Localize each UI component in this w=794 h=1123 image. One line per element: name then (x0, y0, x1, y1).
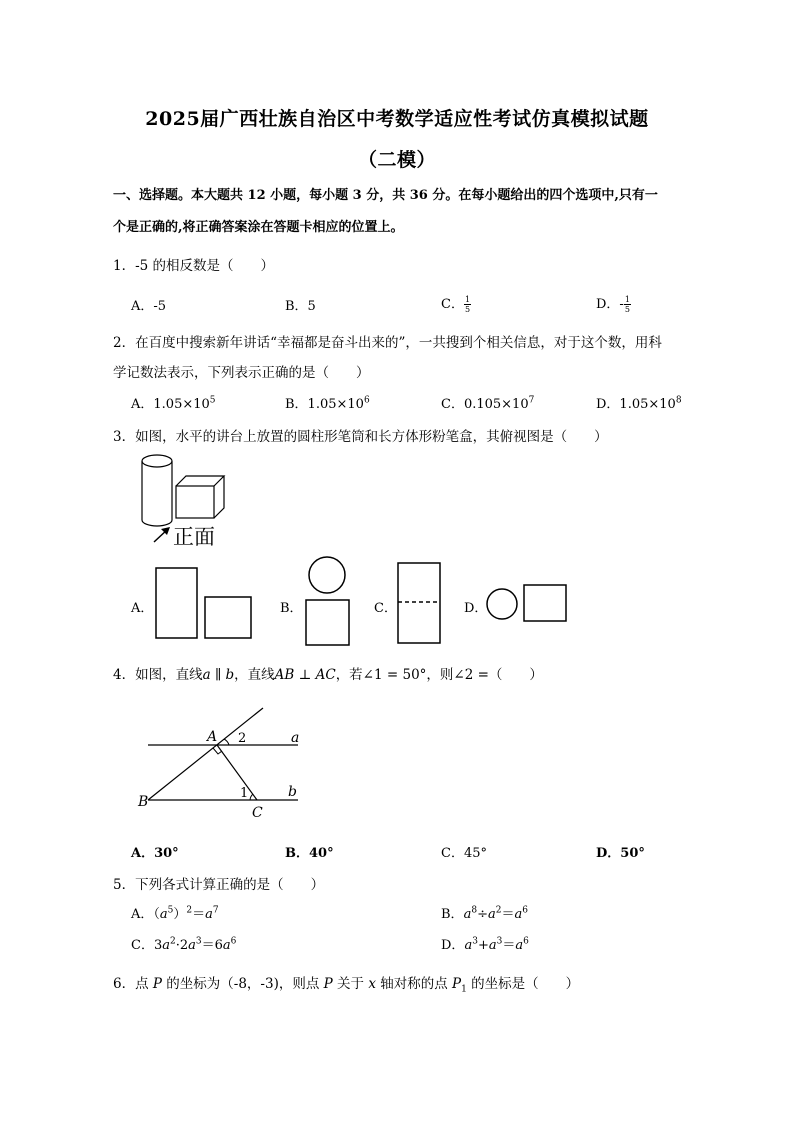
q5-c-t1: a (162, 938, 170, 953)
q1-option-c (441, 293, 471, 314)
point-b-label: B (138, 794, 149, 810)
line-a-label: a (291, 730, 300, 746)
angle-1-label: 1 (240, 786, 249, 801)
q4-perp: ⊥ (294, 667, 316, 683)
q4-var-a: a (202, 667, 211, 683)
section-header-line2: 个是正确的,将正确答案涂在答题卡相应的位置上。 (113, 220, 404, 235)
q5-c-op: ·2 (175, 938, 189, 953)
q6-pre: 6．点 (113, 976, 153, 992)
q2-c-exponent: 7 (528, 395, 535, 406)
q3-option-a-label: A． (131, 601, 154, 616)
q5-a-base: a (159, 907, 168, 922)
q5-c-res-exp: 6 (230, 936, 237, 947)
q2-d-exponent: 8 (675, 395, 682, 406)
circle (309, 557, 345, 593)
q5-c-res: a (222, 938, 231, 953)
q5-d-pre: D． (441, 938, 465, 953)
fraction-denominator: 5 (624, 305, 630, 314)
angle-1-arc (250, 794, 253, 800)
q3-figure-cylinder-and-box (130, 450, 250, 550)
q2-option-a (131, 393, 216, 412)
q3-option-c-label: C． (374, 601, 397, 616)
fraction-numerator: 1 (624, 295, 630, 304)
square (306, 600, 349, 645)
q5-d-t2: a (488, 938, 497, 953)
q3-option-b-figure (300, 550, 360, 650)
q4-option-d: D．50° (596, 846, 645, 861)
q2-c-base: C．0.105×10 (441, 397, 529, 412)
q3-option-d-figure (482, 578, 572, 628)
front-arrow-icon (154, 527, 170, 542)
q5-a-exp2: 2 (186, 905, 193, 916)
cylinder-shape (142, 455, 172, 526)
q5-option-d (441, 934, 529, 953)
q5-d-op: + (477, 938, 489, 953)
q5-d-t1: a (464, 938, 473, 953)
q1-option-c-label: C． (441, 297, 464, 312)
q6-mid2: 关于 (332, 976, 369, 992)
front-label: 正面 (173, 525, 215, 549)
q6-sub1: 1 (461, 984, 467, 995)
tall-rectangle (156, 568, 197, 638)
question-2-line2: 学记数法表示，下列表示正确的是（ ） (113, 365, 370, 381)
q6-mid3: 轴对称的点 (375, 976, 453, 992)
q5-a-eq: ＝ (192, 907, 206, 922)
q4-option-c: C．45° (441, 846, 487, 861)
q2-d-base: D．1.05×10 (596, 397, 676, 412)
q4-stem-pre: 4．如图，直线 (113, 667, 203, 683)
q5-c-eq: ＝6 (201, 938, 223, 953)
question-3-stem: 3．如图，水平的讲台上放置的圆柱形笔筒和长方体形粉笔盒，其俯视图是（ ） (113, 429, 608, 445)
q2-option-d (596, 393, 682, 412)
q6-mid1: 的坐标为（-8，-3)，则点 (161, 976, 324, 992)
question-4-stem (113, 663, 543, 683)
q5-c-e2: 3 (195, 936, 202, 947)
question-2-line1: 2．在百度中搜索新年讲话“幸福都是奋斗出来的”，一共搜到个相关信息，对于这个数，用科 (113, 335, 662, 351)
q6-var-p: P (152, 976, 162, 992)
q3-option-d-label: D． (464, 601, 488, 616)
q6-var-x: x (368, 976, 376, 992)
q6-var-p2: P (323, 976, 333, 992)
q5-d-res: a (515, 938, 524, 953)
q1-option-b: B．5 (285, 299, 316, 314)
q2-a-exponent: 5 (209, 395, 216, 406)
q6-end: 的坐标是（ ） (466, 976, 580, 992)
q5-c-pre: C．3 (131, 938, 163, 953)
q5-b-e2: 2 (495, 905, 502, 916)
q5-d-e2: 3 (496, 936, 503, 947)
q5-a-res: a (205, 907, 213, 922)
q5-a-mid: ） (173, 907, 187, 922)
q3-option-a-figure (150, 562, 260, 644)
q4-option-a: A．30° (131, 846, 179, 861)
q2-option-b (285, 393, 370, 412)
angle-2-label: 2 (238, 731, 247, 746)
q5-b-t2: a (487, 907, 496, 922)
q5-b-op: ÷ (477, 907, 488, 922)
q5-a-pre: A．（ (131, 907, 160, 922)
q5-a-res-exp: 7 (212, 905, 219, 916)
q5-b-t1: a (463, 907, 472, 922)
q5-b-res: a (514, 907, 523, 922)
q1-option-d-fraction (624, 295, 631, 314)
circle (487, 589, 517, 619)
point-c-label: C (252, 805, 263, 821)
q5-d-e1: 3 (472, 936, 478, 947)
q5-option-b (441, 903, 528, 922)
q5-b-e1: 8 (471, 905, 478, 916)
page-title: 2025届广西壮族自治区中考数学适应性考试仿真模拟试题 (145, 108, 649, 130)
q5-option-a (131, 903, 219, 922)
q4-var-b: b (225, 667, 235, 683)
q4-var-ab: AB (274, 667, 295, 683)
q4-var-ac: AC (315, 667, 336, 683)
q4-stem-mid: ，直线 (234, 667, 275, 683)
page-subtitle: （二模） (357, 149, 436, 171)
square (205, 597, 251, 638)
q5-d-res-exp: 6 (523, 936, 529, 947)
q4-stem-end: ，若∠1 = 50°，则∠2 =（ ） (335, 667, 543, 683)
fraction-denominator: 5 (464, 305, 471, 314)
q5-b-pre: B． (441, 907, 464, 922)
q1-option-a: A．-5 (131, 299, 167, 314)
q5-a-exp1: 5 (167, 905, 174, 916)
q1-option-c-fraction (464, 295, 471, 314)
q5-b-eq: ＝ (501, 907, 515, 922)
q2-b-base: B．1.05×10 (285, 397, 364, 412)
angle-2-arc (224, 739, 229, 745)
q2-a-base: A．1.05×10 (131, 397, 210, 412)
q4-option-b: B．40° (285, 846, 334, 861)
line-b-label: b (288, 784, 297, 800)
q5-b-res-exp: 6 (522, 905, 528, 916)
box-shape (176, 476, 224, 518)
q4-parallel: ∥ (210, 667, 226, 683)
rectangle (524, 585, 566, 621)
q3-option-b-label: B． (280, 601, 303, 616)
q5-c-t2: a (188, 938, 196, 953)
q5-option-c (131, 934, 236, 953)
point-a-label: A (207, 729, 218, 745)
question-5-stem: 5．下列各式计算正确的是（ ） (113, 877, 325, 893)
q4-figure-parallel-lines (130, 700, 320, 825)
q5-c-e1: 2 (169, 936, 176, 947)
tall-rectangle (398, 563, 440, 643)
q5-d-eq: ＝ (502, 938, 516, 953)
q1-option-d (596, 293, 631, 314)
question-1-stem: 1．-5 的相反数是（ ） (113, 258, 275, 274)
q3-option-c-figure (392, 558, 447, 648)
q1-option-d-label: D．- (596, 297, 624, 312)
q2-b-exponent: 6 (363, 395, 370, 406)
line-ac (217, 745, 257, 800)
fraction-numerator: 1 (464, 295, 471, 304)
question-6-stem (113, 972, 579, 995)
q6-var-p1: P (452, 976, 462, 992)
section-header-line1: 一、选择题。本大题共 12 小题，每小题 3 分，共 36 分。在每小题给出的四个选项中,只有一 (113, 188, 658, 203)
q2-option-c (441, 393, 534, 412)
